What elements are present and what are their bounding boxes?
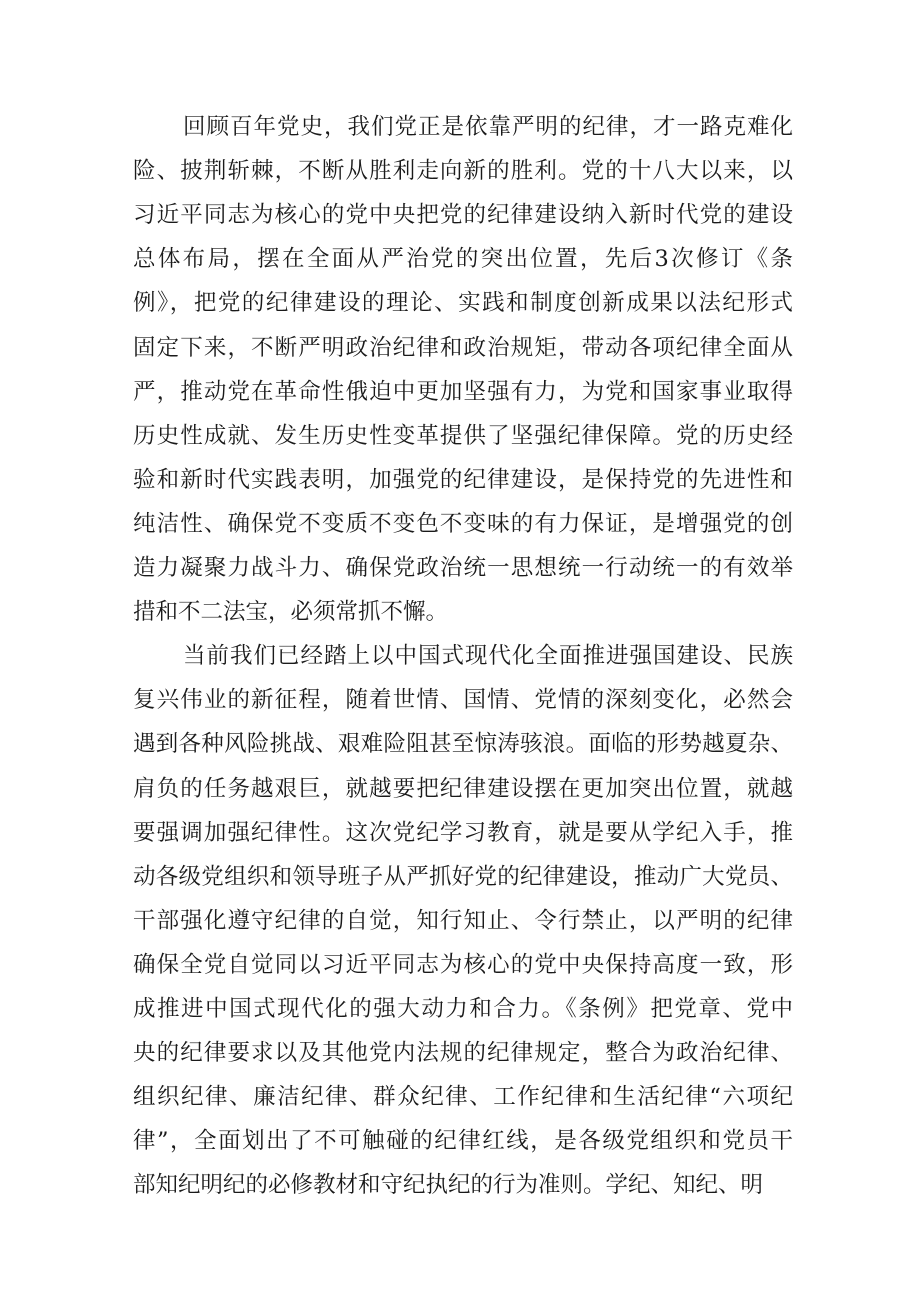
paragraph-1-line-7: 严，推动党在革命性俄迫中更加坚强有力，为党和国家事业取得 — [133, 378, 793, 405]
paragraph-2-line-10: 央的纪律要求以及其他党内法规的纪律规定，整合为政治纪律、 — [133, 1040, 793, 1067]
paragraph-1-line-3: 习近平同志为核心的党中央把党的纪律建设纳入新时代党的建设 — [133, 202, 793, 229]
paragraph-2-line-1: 当前我们已经踏上以中国式现代化全面推进强国建设、民族 — [183, 643, 793, 670]
paragraph-1-line-9: 验和新时代实践表明，加强党的纪律建设，是保持党的先进性和 — [133, 466, 793, 493]
paragraph-1-line-6: 固定下来，不断严明政治纪律和政治规矩，带动各项纪律全面从 — [133, 334, 793, 361]
paragraph-2-line-7: 干部强化遵守纪律的自觉，知行知止、令行禁止，以严明的纪律 — [133, 907, 793, 934]
paragraph-2-line-11: 组织纪律、廉洁纪律、群众纪律、工作纪律和生活纪律“六项纪 — [133, 1084, 793, 1111]
paragraph-2-line-4: 肩负的任务越艰巨，就越要把纪律建设摆在更加突出位置，就越 — [133, 775, 793, 802]
paragraph-1-line-2: 险、披荆斩棘，不断从胜利走向新的胜利。党的十八大以来，以 — [133, 158, 793, 185]
paragraph-2-line-5: 要强调加强纪律性。这次党纪学习教育，就是要从学纪入手，推 — [133, 819, 793, 846]
paragraph-2-line-9: 成推进中国式现代化的强大动力和合力。《条例》把党章、党中 — [133, 996, 793, 1022]
paragraph-2-line-8: 确保全党自觉同以习近平同志为核心的党中央保持高度一致，形 — [133, 951, 793, 978]
paragraph-2-line-3: 遇到各种风险挑战、艰难险阻甚至惊涛骇浪。面临的形势越夏杂、 — [133, 731, 793, 758]
paragraph-2-line-12: 律”，全面划出了不可触碰的纪律红线，是各级党组织和党员干 — [133, 1128, 793, 1155]
paragraph-1-line-1: 回顾百年党史，我们党正是依靠严明的纪律，才一路克难化 — [183, 114, 793, 140]
paragraph-1-line-4: 总体布局，摆在全面从严治党的突出位置，先后3次修订《条 — [133, 246, 793, 273]
paragraph-1-line-5: 例》，把党的纪律建设的理论、实践和制度创新成果以法纪形式 — [133, 290, 793, 317]
paragraph-1-line-8: 历史性成就、发生历史性变革提供了坚强纪律保障。党的历史经 — [133, 422, 793, 449]
paragraph-1-line-11: 造力凝聚力战斗力、确保党政治统一思想统一行动统一的有效举 — [133, 555, 793, 581]
paragraph-2-line-2: 复兴伟业的新征程，随着世情、国情、党情的深刻变化，必然会 — [133, 687, 793, 714]
paragraph-1-line-12: 措和不二法宝，必须常抓不懈。 — [133, 599, 449, 626]
paragraph-2-line-13: 部知纪明纪的必修教材和守纪执纪的行为准则。学纪、知纪、明 — [133, 1172, 764, 1199]
paragraph-2-line-6: 动各级党组织和领导班子从严抓好党的纪律建设，推动广大党员、 — [133, 863, 793, 890]
paragraph-1-line-10: 纯洁性、确保党不变质不变色不变味的有力保证，是增强党的创 — [133, 510, 793, 537]
